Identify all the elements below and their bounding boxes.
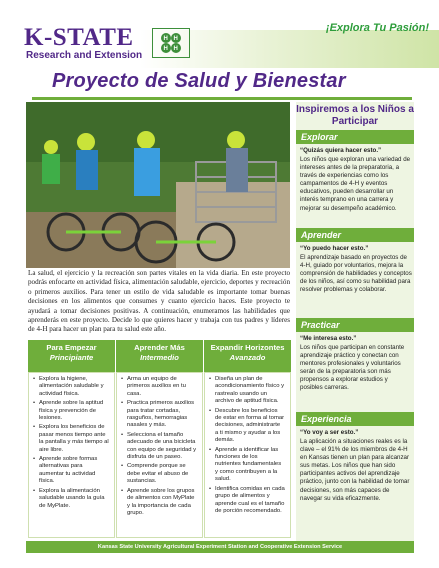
4h-clover-icon: [152, 28, 190, 58]
column-advanced-level: Avanzado: [229, 353, 266, 362]
column-intermediate-heading: [116, 340, 203, 372]
section-experiencia-heading: Experiencia: [296, 412, 414, 426]
section-aprender-heading: Aprender: [296, 228, 414, 242]
list-item: • Selecciona el tamaño adecuado de una bicicleta con equipo de seguridad y disfruta de un paseo.: [121, 432, 197, 462]
list-item: • Aprende a identificar las funciones de los nutrientes fundamentales y como contribuyen a la salud.: [209, 447, 285, 484]
section-experiencia-body: La aplicación a situaciones reales es la clave – el 91% de los miembros de 4-H en Kansas tienen un plan para alcanzar sus metas. Los niños que han sido participantes activos del aprendizaje práctico, junto con la habilidad de tomar decisiones, son más capaces de navegar su vida eficazmente.: [300, 438, 410, 502]
list-item: • Aprende sobre la aptitud física y prevención de lesiones.: [33, 400, 109, 422]
list-item: • Aprende sobre formas alternativas para aumentar tu actividad física.: [33, 456, 109, 486]
page-footer: Kansas State University Agricultural Experiment Station and Cooperative Extension Service: [26, 541, 414, 553]
list-item: • Identifica comidas en cada grupo de alimentos y aprende cual es el tamaño de porción recomendado.: [209, 486, 285, 516]
slogan: ¡Explora Tu Pasión!: [325, 22, 429, 34]
column-intermediate-level: Intermedio: [140, 353, 179, 362]
list-item: • Diseña un plan de acondicionamiento físico y rastrealo usando un archivo de aptitud física.: [209, 376, 285, 406]
section-practicar-quote: “Me interesa esto.”: [300, 335, 357, 342]
svg-text:H: H: [163, 36, 168, 42]
section-aprender-body: El aprendizaje basado en proyectos de 4-H, guiado por voluntarios, mejora la comprensión de habilidades y conceptos de los niños, así como su habilidad para resolver problemas y colaborar.: [300, 254, 412, 294]
column-advanced-list: [209, 376, 285, 517]
section-practicar-heading: Practicar: [296, 318, 414, 332]
list-item: • Explora los beneficios de pasar menos tiempo ante la pantalla y más tiempo al aire libre.: [33, 424, 109, 454]
list-item: • Aprende sobre los grupos de alimentos con MyPlate y la importancia de cada grupo.: [121, 488, 197, 518]
column-beginner-list: [33, 376, 109, 512]
svg-text:H: H: [163, 46, 168, 52]
column-intermediate-list: [121, 376, 197, 519]
column-beginner-level: Principiante: [49, 353, 94, 362]
page-title: Proyecto de Salud y Bienestar: [52, 70, 346, 92]
page-header: [0, 0, 439, 68]
section-explorar-body: Los niños que exploran una variedad de intereses antes de la preparatoria, a través de experiencias como los campamentos de 4-H y eventos educativos, pueden desarrollar un interés temprano en una carrera y mejorar su desempeño académico.: [300, 156, 411, 212]
kstate-logo-text: K-STATE: [24, 24, 134, 51]
svg-text:H: H: [173, 46, 178, 52]
section-experiencia-quote: “Yo voy a ser esto.”: [300, 429, 359, 436]
section-practicar-body: Los niños que participan en constante aprendizaje práctico y conectan con mentores profesionales y voluntarios serán de la preparatoria son más propensos a explorar estudios y posibles carreras.: [300, 344, 405, 392]
column-beginner-title: Para Empezar: [46, 343, 97, 352]
section-explorar-heading: Explorar: [296, 130, 414, 144]
inspire-heading: Inspiremos a los Niños a Participar: [296, 104, 414, 127]
column-advanced-heading: [204, 340, 291, 372]
svg-text:H: H: [173, 36, 178, 42]
title-divider: [32, 97, 412, 100]
list-item: • Descubre los beneficios de estar en forma al tomar decisiones, administrarte a ti mismo y ayudar a los demás.: [209, 408, 285, 445]
list-item: • Explora la alimentación saludable usando la guía de MyPlate.: [33, 488, 109, 510]
list-item: • Comprende porque se debe evitar el abuso de sustancias.: [121, 463, 197, 485]
column-beginner-heading: [28, 340, 115, 372]
section-explorar-quote: “Quizás quiera hacer esto.”: [300, 147, 382, 154]
column-intermediate-title: Aprender Más: [134, 343, 185, 352]
column-advanced-title: Expandir Horizontes: [210, 343, 285, 352]
intro-paragraph: La salud, el ejercicio y la recreación son partes vitales en la vida diaria. En este proyecto podrás enfocarte en actividad física, alimentación saludable, ejercicio, deportes y recreación o primeros auxilios. Para tener un estilo de vida saludable es importante tomar buenas decisiones en los alimentos que consumes y cuanto ejercicio haces. Este proyecto te ayudará a tomar decisiones positivas. A continuación, enumeramos las habilidades que aprenderás en este proyecto. Decide lo que quieres hacer y trabaja con tus padres y líderes de 4-H para hacer un plan para tu salud este año.: [28, 269, 290, 334]
list-item: • Explora la higiene, alimentación saludable y actividad física.: [33, 376, 109, 398]
section-aprender-quote: “Yo puedo hacer esto.”: [300, 245, 369, 252]
list-item: • Arma un equipo de primeros auxilios en tu casa.: [121, 376, 197, 398]
list-item: • Practica primeros auxilios para tratar cortadas, rasguños, hemorragias nasales y más.: [121, 400, 197, 430]
research-extension-label: Research and Extension: [26, 50, 143, 61]
kids-bicycles-photo: [26, 102, 290, 268]
